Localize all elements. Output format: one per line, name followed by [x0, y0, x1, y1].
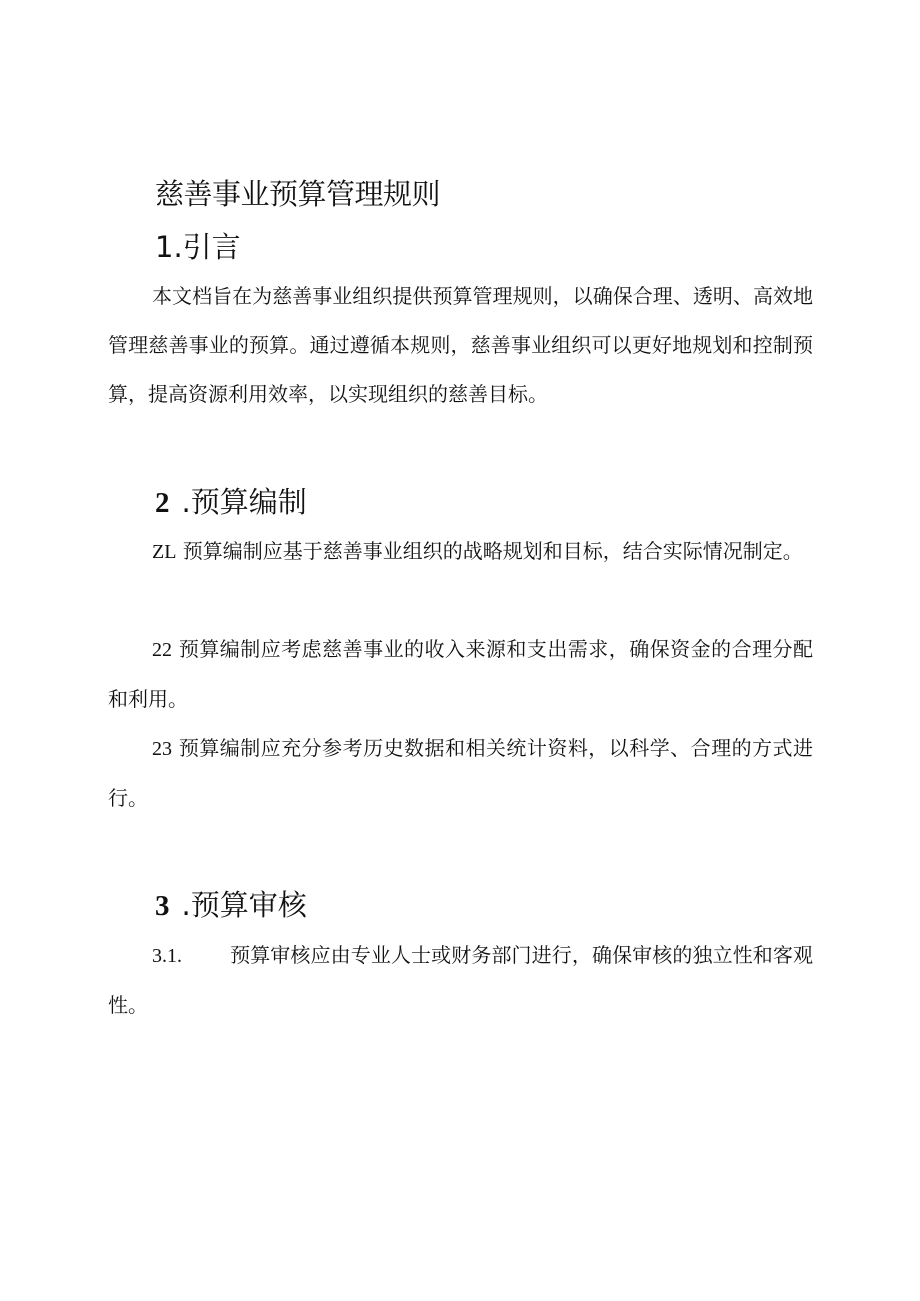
section-2-paragraph-3-number: 23 [152, 738, 172, 760]
section-2-paragraph-3-text: 预算编制应充分参考历史数据和相关统计资料，以科学、合理的方式进行。 [108, 736, 814, 810]
section-2-paragraph-1-text: 预算编制应基于慈善事业组织的战略规划和目标，结合实际情况制定。 [182, 539, 803, 563]
section-2-paragraph-2-number: 22 [152, 639, 172, 661]
section-2-heading-number: 2 [155, 487, 170, 519]
section-3-heading [155, 883, 307, 924]
section-3-heading-number: 3 [155, 890, 170, 922]
section-2-heading [155, 480, 307, 521]
section-1-heading-text: 引言 [182, 230, 241, 264]
section-3-paragraph-1-number: 3.1. [152, 945, 182, 967]
section-2-paragraph-1 [108, 527, 813, 577]
document-title: 慈善事业预算管理规则 [155, 177, 441, 211]
section-3-paragraph-1-text: 预算审核应由专业人士或财务部门进行，确保审核的独立性和客观性。 [108, 943, 813, 1017]
section-2-heading-text: .预算编制 [181, 485, 307, 519]
section-1-heading [155, 225, 241, 266]
section-3-heading-text: .预算审核 [181, 888, 307, 922]
section-1-paragraph-1 [108, 272, 813, 419]
section-1-paragraph-1-text: 本文档旨在为慈善事业组织提供预算管理规则，以确保合理、透明、高效地管理慈善事业的预算。通过遵循本规则，慈善事业组织可以更好地规划和控制预算，提高资源利用效率，以实现组织的慈善目标。 [108, 284, 813, 406]
section-2-paragraph-1-number: ZL [152, 541, 177, 563]
section-1-heading-number: 1. [155, 230, 183, 264]
section-3-paragraph-1 [108, 931, 813, 1030]
section-2-paragraph-3 [108, 724, 813, 823]
section-2-paragraph-2 [108, 625, 813, 724]
section-2-paragraph-2-text: 预算编制应考虑慈善事业的收入来源和支出需求，确保资金的合理分配和利用。 [108, 637, 814, 711]
